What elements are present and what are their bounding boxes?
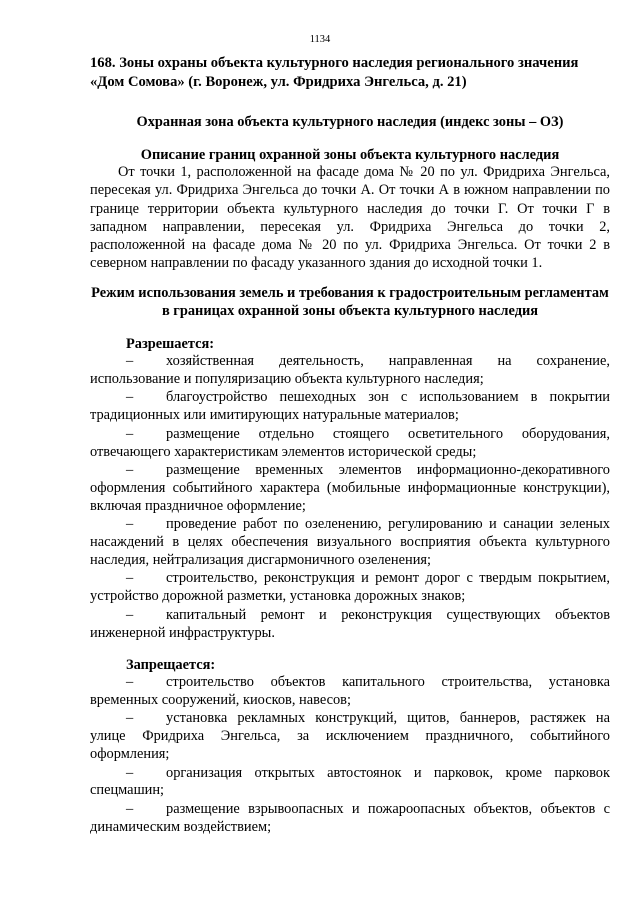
list-item — [90, 353, 610, 389]
description-text: От точки 1, расположенной на фасаде дома № 20 по ул. Фридриха Энгельса, пересекая ул. Фридриха Энгельса до точки А. От точки А в южном направлении по границе территории объекта культурного наследия до точки Г. От точки Г в западном направлении, пересекая ул. Фридриха Энгельса до точки 2, расположенной на фасаде дома № 20 по ул. Фридриха Энгельса. От точки 2 в северном направлении по фасаду указанного здания до исходной точки 1. — [90, 164, 610, 272]
list-item-text: проведение работ по озеленению, регулированию и санации зеленых насаждений в целях обеспечения визуального восприятия объекта культурного наследия, нейтрализация дисгармоничного озеленения; — [90, 516, 610, 568]
document-title: 168. Зоны охраны объекта культурного наследия регионального значения «Дом Сомова» (г. Воронеж, ул. Фридриха Энгельса, д. 21) — [90, 55, 579, 90]
allowed-section — [90, 335, 610, 643]
bullet-dash: – — [126, 516, 134, 533]
list-item-text: установка рекламных конструкций, щитов, баннеров, растяжек на улице Фридриха Энгельса, за исключением праздничного, событийного оформления; — [90, 710, 610, 763]
bullet-dash: – — [126, 353, 134, 369]
bullet-dash: – — [126, 461, 134, 478]
list-item — [90, 462, 610, 516]
list-item — [90, 801, 610, 837]
bullet-dash: – — [126, 389, 134, 406]
bullet-dash: – — [126, 674, 134, 690]
list-item-text: капитальный ремонт и реконструкция существующих объектов инженерной инфраструктуры. — [90, 606, 610, 641]
bullet-dash: – — [126, 764, 134, 781]
list-item — [90, 765, 610, 801]
list-item — [90, 570, 610, 606]
list-item-text: благоустройство пешеходных зон с использованием в покрытии традиционных или имитирующих натуральные материалов; — [90, 389, 610, 424]
list-item — [90, 607, 610, 643]
allowed-list — [90, 353, 610, 643]
list-item-text: строительство объектов капитального строительства, установка временных сооружений, киосков, навесов; — [90, 674, 610, 708]
list-item — [90, 674, 610, 710]
list-item-text: размещение временных элементов информационно-декоративного оформления событийного характера (мобильные информационные конструкции), включая праздничное оформление; — [90, 461, 610, 514]
prohibited-section — [90, 656, 610, 837]
list-item — [90, 516, 610, 570]
list-item — [90, 389, 610, 425]
description-heading: Описание границ охранной зоны объекта культурного наследия — [140, 147, 560, 163]
zone-heading: Охранная зона объекта культурного наследия (индекс зоны – ОЗ) — [136, 114, 564, 130]
bullet-dash: – — [126, 606, 134, 623]
bullet-dash: – — [126, 800, 134, 817]
allowed-heading: Разрешается: — [126, 336, 215, 352]
bullet-dash: – — [126, 570, 134, 587]
page-number: 1134 — [309, 34, 331, 45]
prohibited-list — [90, 674, 610, 837]
list-item-text: строительство, реконструкция и ремонт дорог с твердым покрытием, устройство дорожной разметки, установка дорожных знаков; — [90, 570, 610, 605]
bullet-dash: – — [126, 425, 134, 442]
prohibited-heading: Запрещается: — [126, 657, 216, 673]
list-item-text: размещение отдельно стоящего осветительного оборудования, отвечающего характеристикам элементов исторической среды; — [90, 425, 610, 460]
bullet-dash: – — [126, 710, 134, 727]
list-item-text: хозяйственная деятельность, направленная на сохранение, использование и популяризацию объекта культурного наследия; — [90, 353, 610, 387]
list-item-text: размещение взрывоопасных и пожароопасных объектов, объектов с динамическим воздействием; — [90, 800, 610, 835]
list-item — [90, 426, 610, 462]
list-item-text: организация открытых автостоянок и парковок, кроме парковок спецмашин; — [90, 764, 610, 799]
list-item — [90, 710, 610, 764]
regime-heading: Режим использования земель и требования к градостроительным регламентам в границах охранной зоны объекта культурного наследия — [91, 285, 609, 319]
